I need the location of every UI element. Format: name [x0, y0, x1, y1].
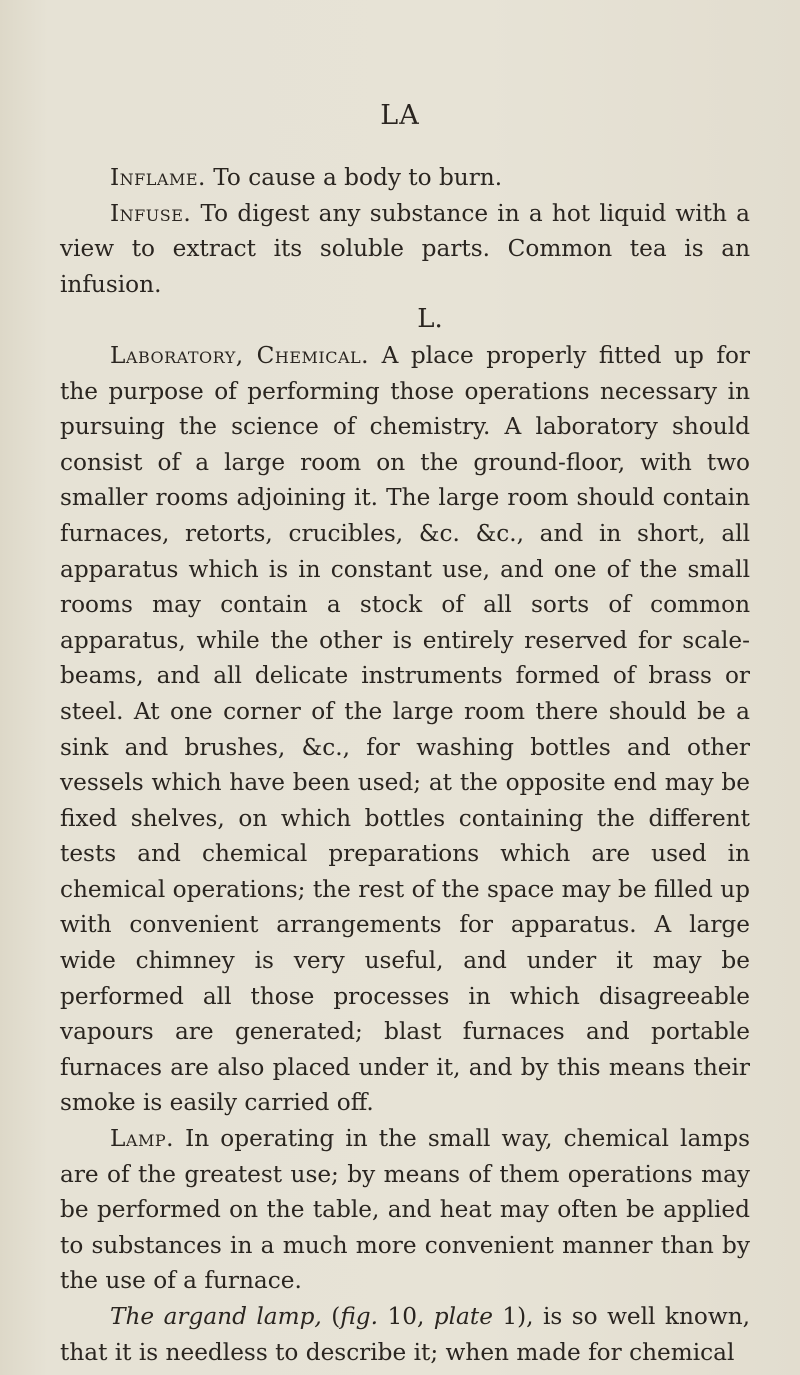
running-head: LA: [380, 100, 420, 131]
plate-close: 1),: [502, 1303, 534, 1330]
entry-term: Laboratory, Chemical.: [110, 341, 370, 369]
entry-text: To digest any substance in a hot liquid with a view to extract its soluble parts. Common tea is an infusion.: [60, 199, 750, 298]
fig-ref-open: (: [331, 1303, 341, 1330]
entry-lamp: [60, 1121, 750, 1299]
paragraph-text: is so well known, that it is needless to describe it; when made for chemical: [60, 1303, 751, 1366]
plate-label: plate: [433, 1303, 493, 1330]
entry-term: Infuse.: [110, 199, 192, 227]
fig-number: 10,: [387, 1303, 425, 1330]
fig-label: fig.: [340, 1303, 378, 1330]
italic-lead: The argand lamp,: [110, 1303, 322, 1330]
section-letter: L.: [417, 304, 443, 335]
entry-inflame: [60, 160, 750, 196]
entry-term: Inflame.: [110, 164, 206, 191]
paragraph-argand-lamp: [60, 1299, 750, 1370]
entry-text: A place properly fitted up for the purpose of performing those operations necessary in pursuing the science of chemistry. A laboratory should consist of a large room on the ground-floor, with two smaller rooms adjoining it. The large room should contain furnaces, retorts, crucibles, &c. &c., and in short, all apparatus which is in constant use, and one of the small rooms may contain a stock of all sorts of common apparatus, while the other is entirely reserved for scale-beams, and all delicate instruments formed of brass or steel. At one corner of the large room there should be a sink and brushes, &c., for washing bottles and other vessels which have been used; at the opposite end may be fixed shelves, on which bottles containing the different tests and chemical preparations which are used in chemical operations; the rest of the space may be filled up with convenient arrangements for apparatus. A large wide chimney is very useful, and under it may be performed all those processes in which disagreeable vapours are generated; blast furnaces and portable furnaces are also placed under it, and by this means their smoke is easily carried off.: [60, 341, 751, 1117]
page-text: [60, 160, 750, 1370]
entry-laboratory: [60, 338, 750, 1121]
entry-text: To cause a body to burn.: [213, 164, 503, 191]
entry-text: In operating in the small way, chemical lamps are of the greatest use; by means of them operations may be performed on the table, and heat may often be applied to substances in a much more convenient manner than by the use of a furnace.: [60, 1125, 750, 1295]
entry-infuse: [60, 196, 750, 303]
entry-term: Lamp.: [110, 1125, 174, 1153]
